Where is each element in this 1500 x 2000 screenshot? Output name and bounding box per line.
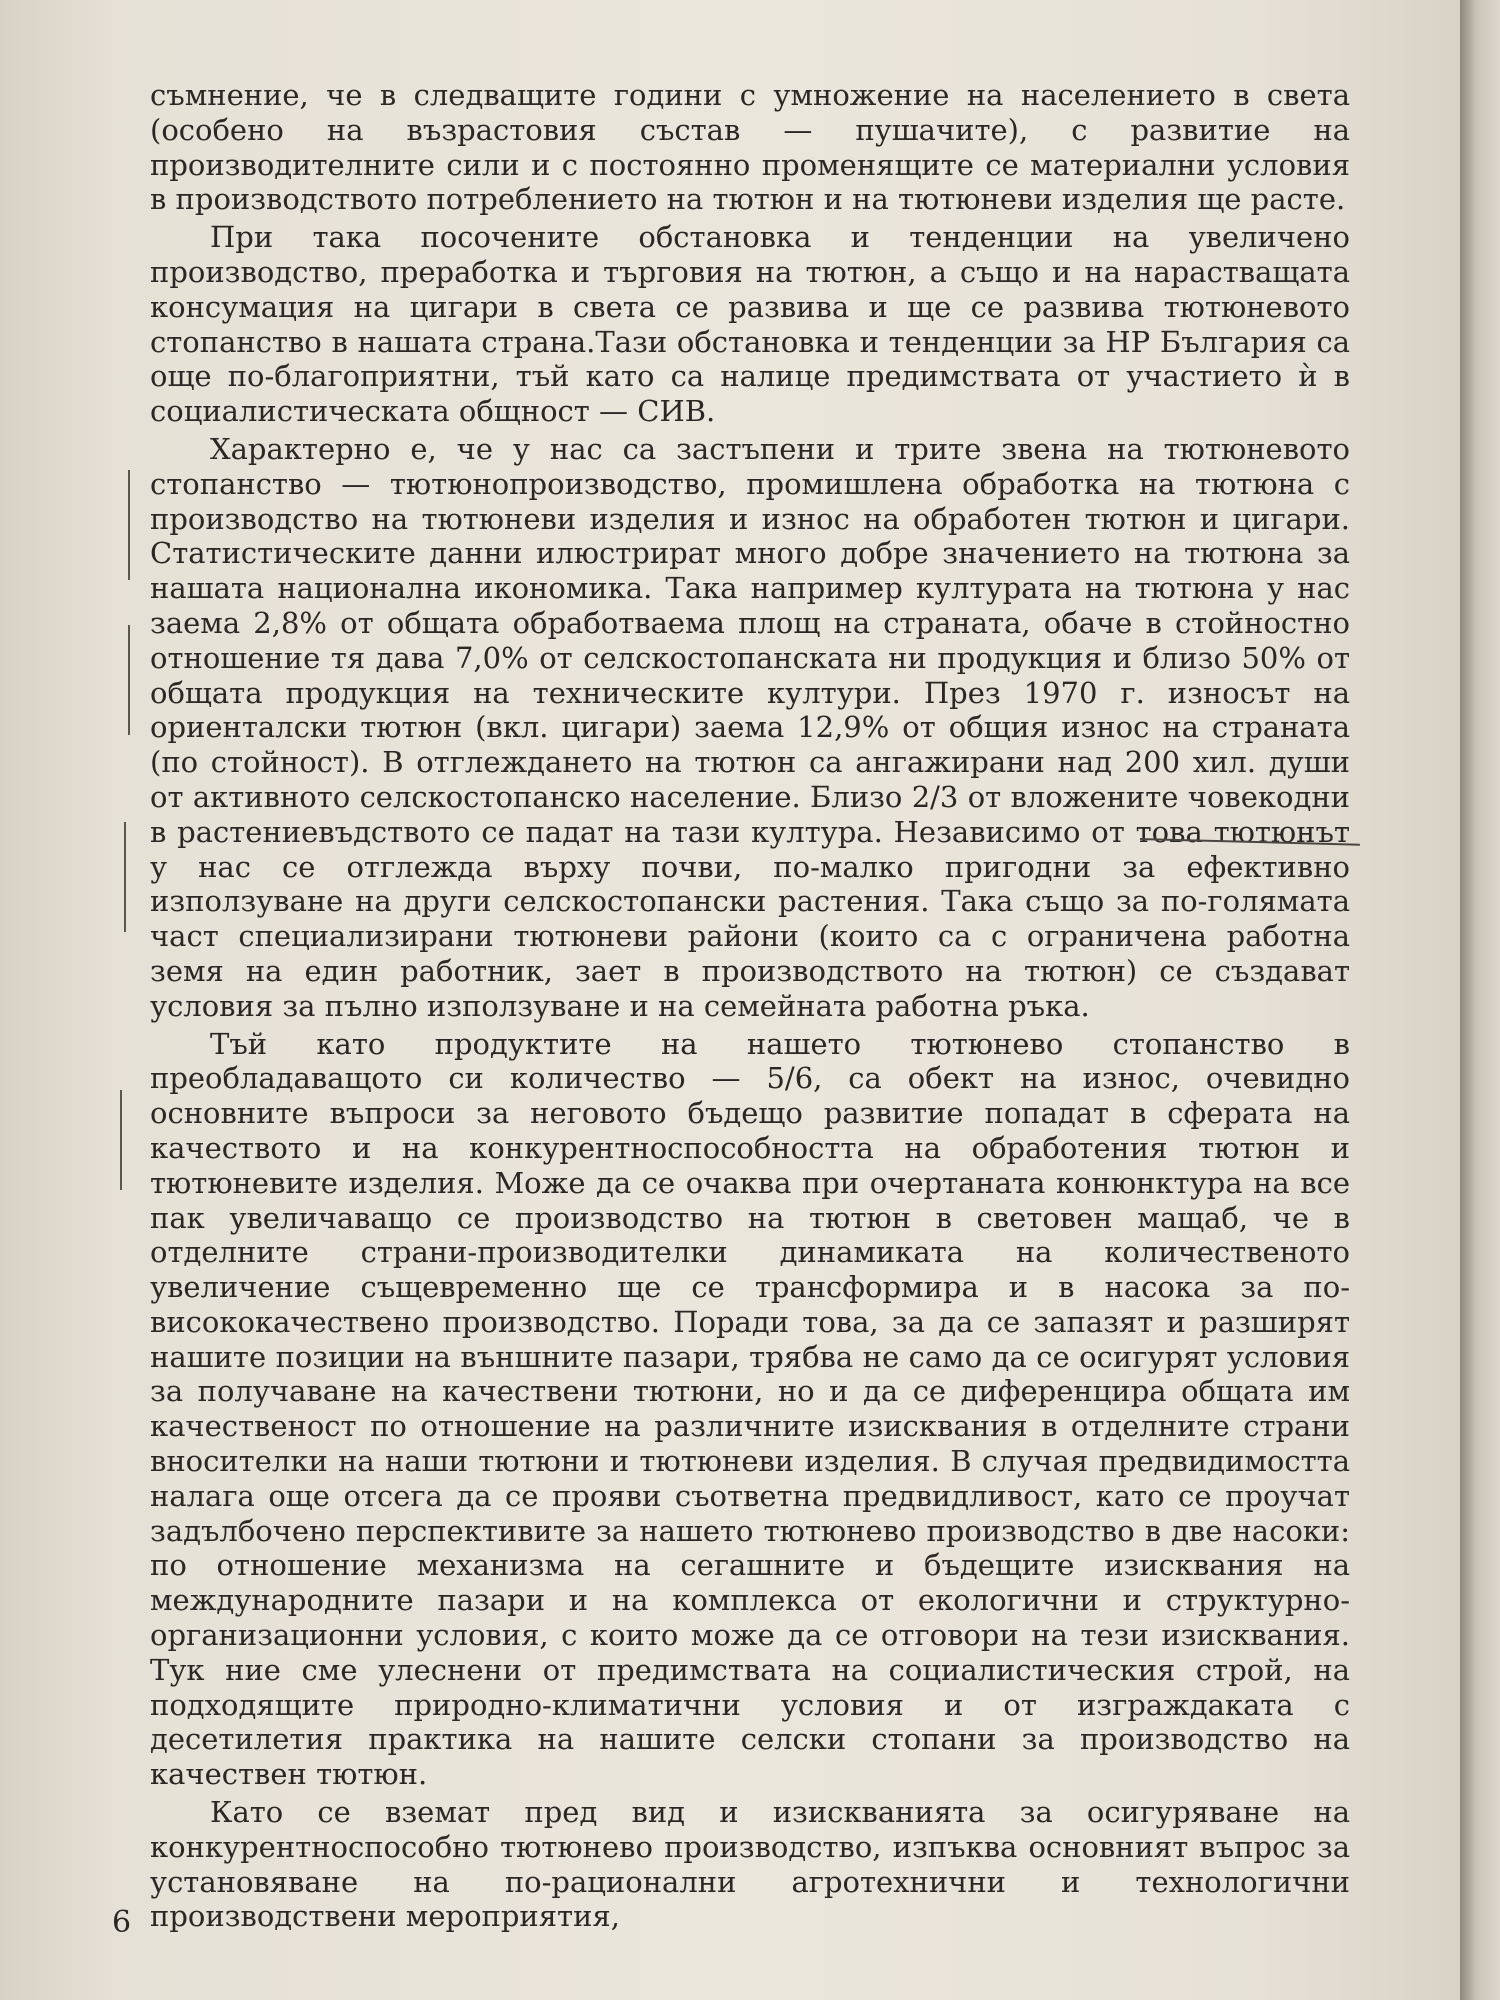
margin-pencil-mark xyxy=(128,625,130,735)
margin-pencil-mark xyxy=(120,1090,122,1190)
margin-pencil-mark xyxy=(128,470,130,580)
paragraph-1: съмнение, че в следващите години с умножение на населението в света (особено на възрастовия състав — пушачите), с развитие на производителните сили и с постоянно променящите се материални условия в производството потреблението на тютюн и на тютюневи изделия ще расте. xyxy=(150,78,1350,217)
body-text xyxy=(150,78,1350,1934)
paragraph-2: При така посочените обстановка и тенденции на увеличено производство, преработка и търговия на тютюн, а също и на нарастващата консумация на цигари в света се развива и ще се развива тютюневото стопанство в нашата страна.Тази обстановка и тенденции за НР България са още по-благоприятни, тъй като са налице предимствата от участието ѝ в социалистическата общност — СИВ. xyxy=(150,220,1350,429)
adjacent-page-edge xyxy=(1460,0,1500,2000)
paragraph-4: Тъй като продуктите на нашето тютюнево стопанство в преобладаващото си количество — 5/6, са обект на износ, очевидно основните въпроси за неговото бъдещо развитие попадат в сферата на качеството и на конкурентноспособността на обработения тютюн и тютюневите изделия. Може да се очаква при очертаната конюнктура на все пак увеличаващо се производство на тютюн в световен мащаб, че в отделните страни-производителки динамиката на количественото увеличение същевременно ще се трансформира и в насока за по-висококачествено производство. Поради това, за да се запазят и разширят нашите позиции на външните пазари, трябва не само да се осигурят условия за получаване на качествени тютюни, но и да се диференцира общата им качественост по отношение на различните изисквания в отделните страни вносителки на наши тютюни и тютюневи изделия. В случая предвидимостта налага още отсега да се прояви съответна предвидливост, като се проучат задълбочено перспективите за нашето тютюнево производство в две насоки: по отношение механизма на сегашните и бъдещите изисквания на международните пазари и на комплекса от екологични и структурно-организационни условия, с които може да се отговори на тези изисквания. Тук ние сме улеснени от предимствата на социалистическия строй, на подходящите природно-климатични условия и от изграждаката с десетилетия практика на нашите селски стопани за производство на качествен тютюн. xyxy=(150,1026,1350,1792)
margin-pencil-mark xyxy=(124,822,126,932)
paragraph-3: Характерно е, че у нас са застъпени и трите звена на тютюневото стопанство — тютюнопроизводство, промишлена обработка на тютюна с производство на тютюневи изделия и износ на обработен тютюн и цигари. Статистическите данни илюстрират много добре значението на тютюна за нашата национална икономика. Така например културата на тютюна у нас заема 2,8% от общата обработваема площ на страната, обаче в стойностно отношение тя дава 7,0% от селскостопанската ни продукция и близо 50% от общата продукция на техническите култури. През 1970 г. износът на ориенталски тютюн (вкл. цигари) заема 12,9% от общия износ на страната (по стойност). В отглеждането на тютюн са ангажирани над 200 хил. души от активното селскостопанско население. Близо 2/3 от вложените човекодни в растениевъдството се падат на тази култура. Независимо от това тютюнът у нас се отглежда върху почви, по-малко пригодни за ефективно използуване на други селскостопански растения. Така също за по-голямата част специализирани тютюневи райони (които са с ограничена работна земя на един работник, зает в производството на тютюн) се създават условия за пълно използуване и на семейната работна ръка. xyxy=(150,431,1350,1023)
page-number: 6 xyxy=(112,1905,132,1940)
paragraph-5: Като се вземат пред вид и изискванията за осигуряване на конкурентноспособно тютюнево производство, изпъква основният въпрос за установяване на по-рационални агротехнични и технологични производствени мероприятия, xyxy=(150,1795,1350,1934)
